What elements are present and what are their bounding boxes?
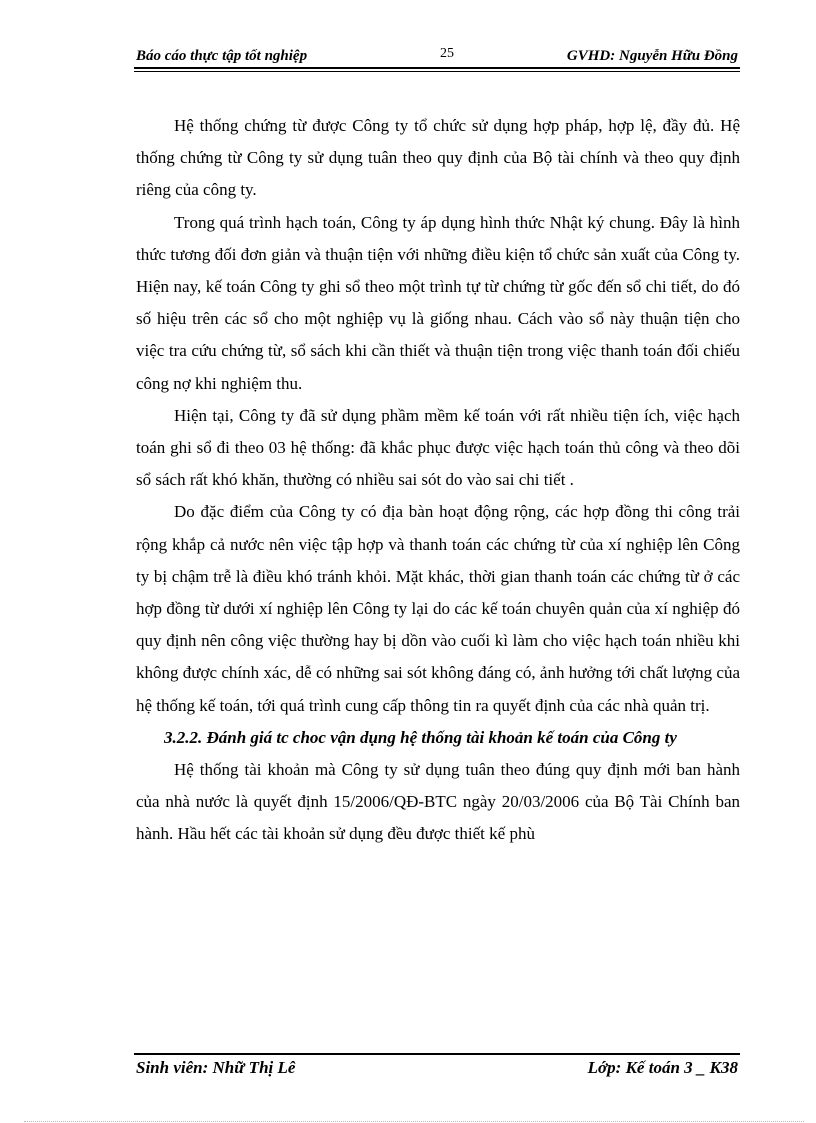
paragraph: Hệ thống chứng từ được Công ty tổ chức sử dụng hợp pháp, hợp lệ, đầy đủ. Hệ thống chứng từ Công ty sử dụng tuân theo quy định của Bộ tài chính và theo quy định riêng của công ty. (136, 116, 740, 200)
header-rule-thick (134, 67, 740, 69)
header-rule-thin (134, 71, 740, 72)
document-body (136, 110, 740, 851)
footer-student: Sinh viên: Nhữ Thị Lê (136, 1058, 296, 1077)
header-supervisor: GVHD: Nguyễn Hữu Đồng (566, 48, 738, 64)
paragraph: Hiện tại, Công ty đã sử dụng phầm mềm kế toán với rất nhiều tiện ích, việc hạch toán ghi sổ đi theo 03 hệ thống: đã khắc phục được việc hạch toán thủ công và theo dõi sổ sách rất khó khăn, thường có nhiều sai sót do vào sai chi tiết . (136, 405, 740, 490)
header-report-title: Báo cáo thực tập tốt nghiệp (136, 48, 308, 64)
footer-class: Lớp: Kế toán 3 _ K38 (587, 1058, 738, 1077)
page-footer (134, 1058, 740, 1082)
page-edge-divider (24, 1121, 804, 1122)
paragraph: Hệ thống tài khoản mà Công ty sử dụng tuân theo đúng quy định mới ban hành của nhà nước là quyết định 15/2006/QĐ-BTC ngày 20/03/2006 của Bộ Tài Chính ban hành. Hầu hết các tài khoản sử dụng đều được thiết kế phù (136, 760, 740, 844)
paragraph: Do đặc điểm của Công ty có địa bàn hoạt động rộng, các hợp đồng thi công trải rộng khắp cả nước nên việc tập hợp và thanh toán các chứng từ của xí nghiệp lên Công ty bị chậm trễ là điều khó tránh khỏi. Mặt khác, thời gian thanh toán các chứng từ ở các hợp đồng từ dưới xí nghiệp lên Công ty lại do các kế toán chuyên quản của xí nghiệp đó quy định nên công việc thường hay bị dồn vào cuối kì làm cho việc hạch toán nhiều khi không được chính xác, dễ có những sai sót không đáng có, ảnh hưởng tới chất lượng của hệ thống kế toán, tới quá trình cung cấp thông tin ra quyết định của các nhà quản trị. (136, 502, 740, 715)
paragraph: Trong quá trình hạch toán, Công ty áp dụng hình thức Nhật ký chung. Đây là hình thức tương đối đơn giản và thuận tiện với những điều kiện tổ chức sản xuất của Công ty. Hiện nay, kế toán Công ty ghi sổ theo một trình tự từ chứng từ gốc đến sổ chi tiết, do đó số hiệu trên các sổ cho một nghiệp vụ là giống nhau. Cách vào sổ này thuận tiện cho việc tra cứu chứng từ, sổ sách khi cần thiết và thuận tiện trong việc thanh toán đối chiếu công nợ khi nghiệm thu. (136, 212, 740, 393)
header-page-number: 25 (440, 46, 454, 61)
footer-rule (134, 1053, 740, 1055)
section-heading: 3.2.2. Đánh giá tc choc vận dụng hệ thống tài khoản kế toán của Công ty (164, 727, 677, 747)
page-header (134, 44, 740, 66)
